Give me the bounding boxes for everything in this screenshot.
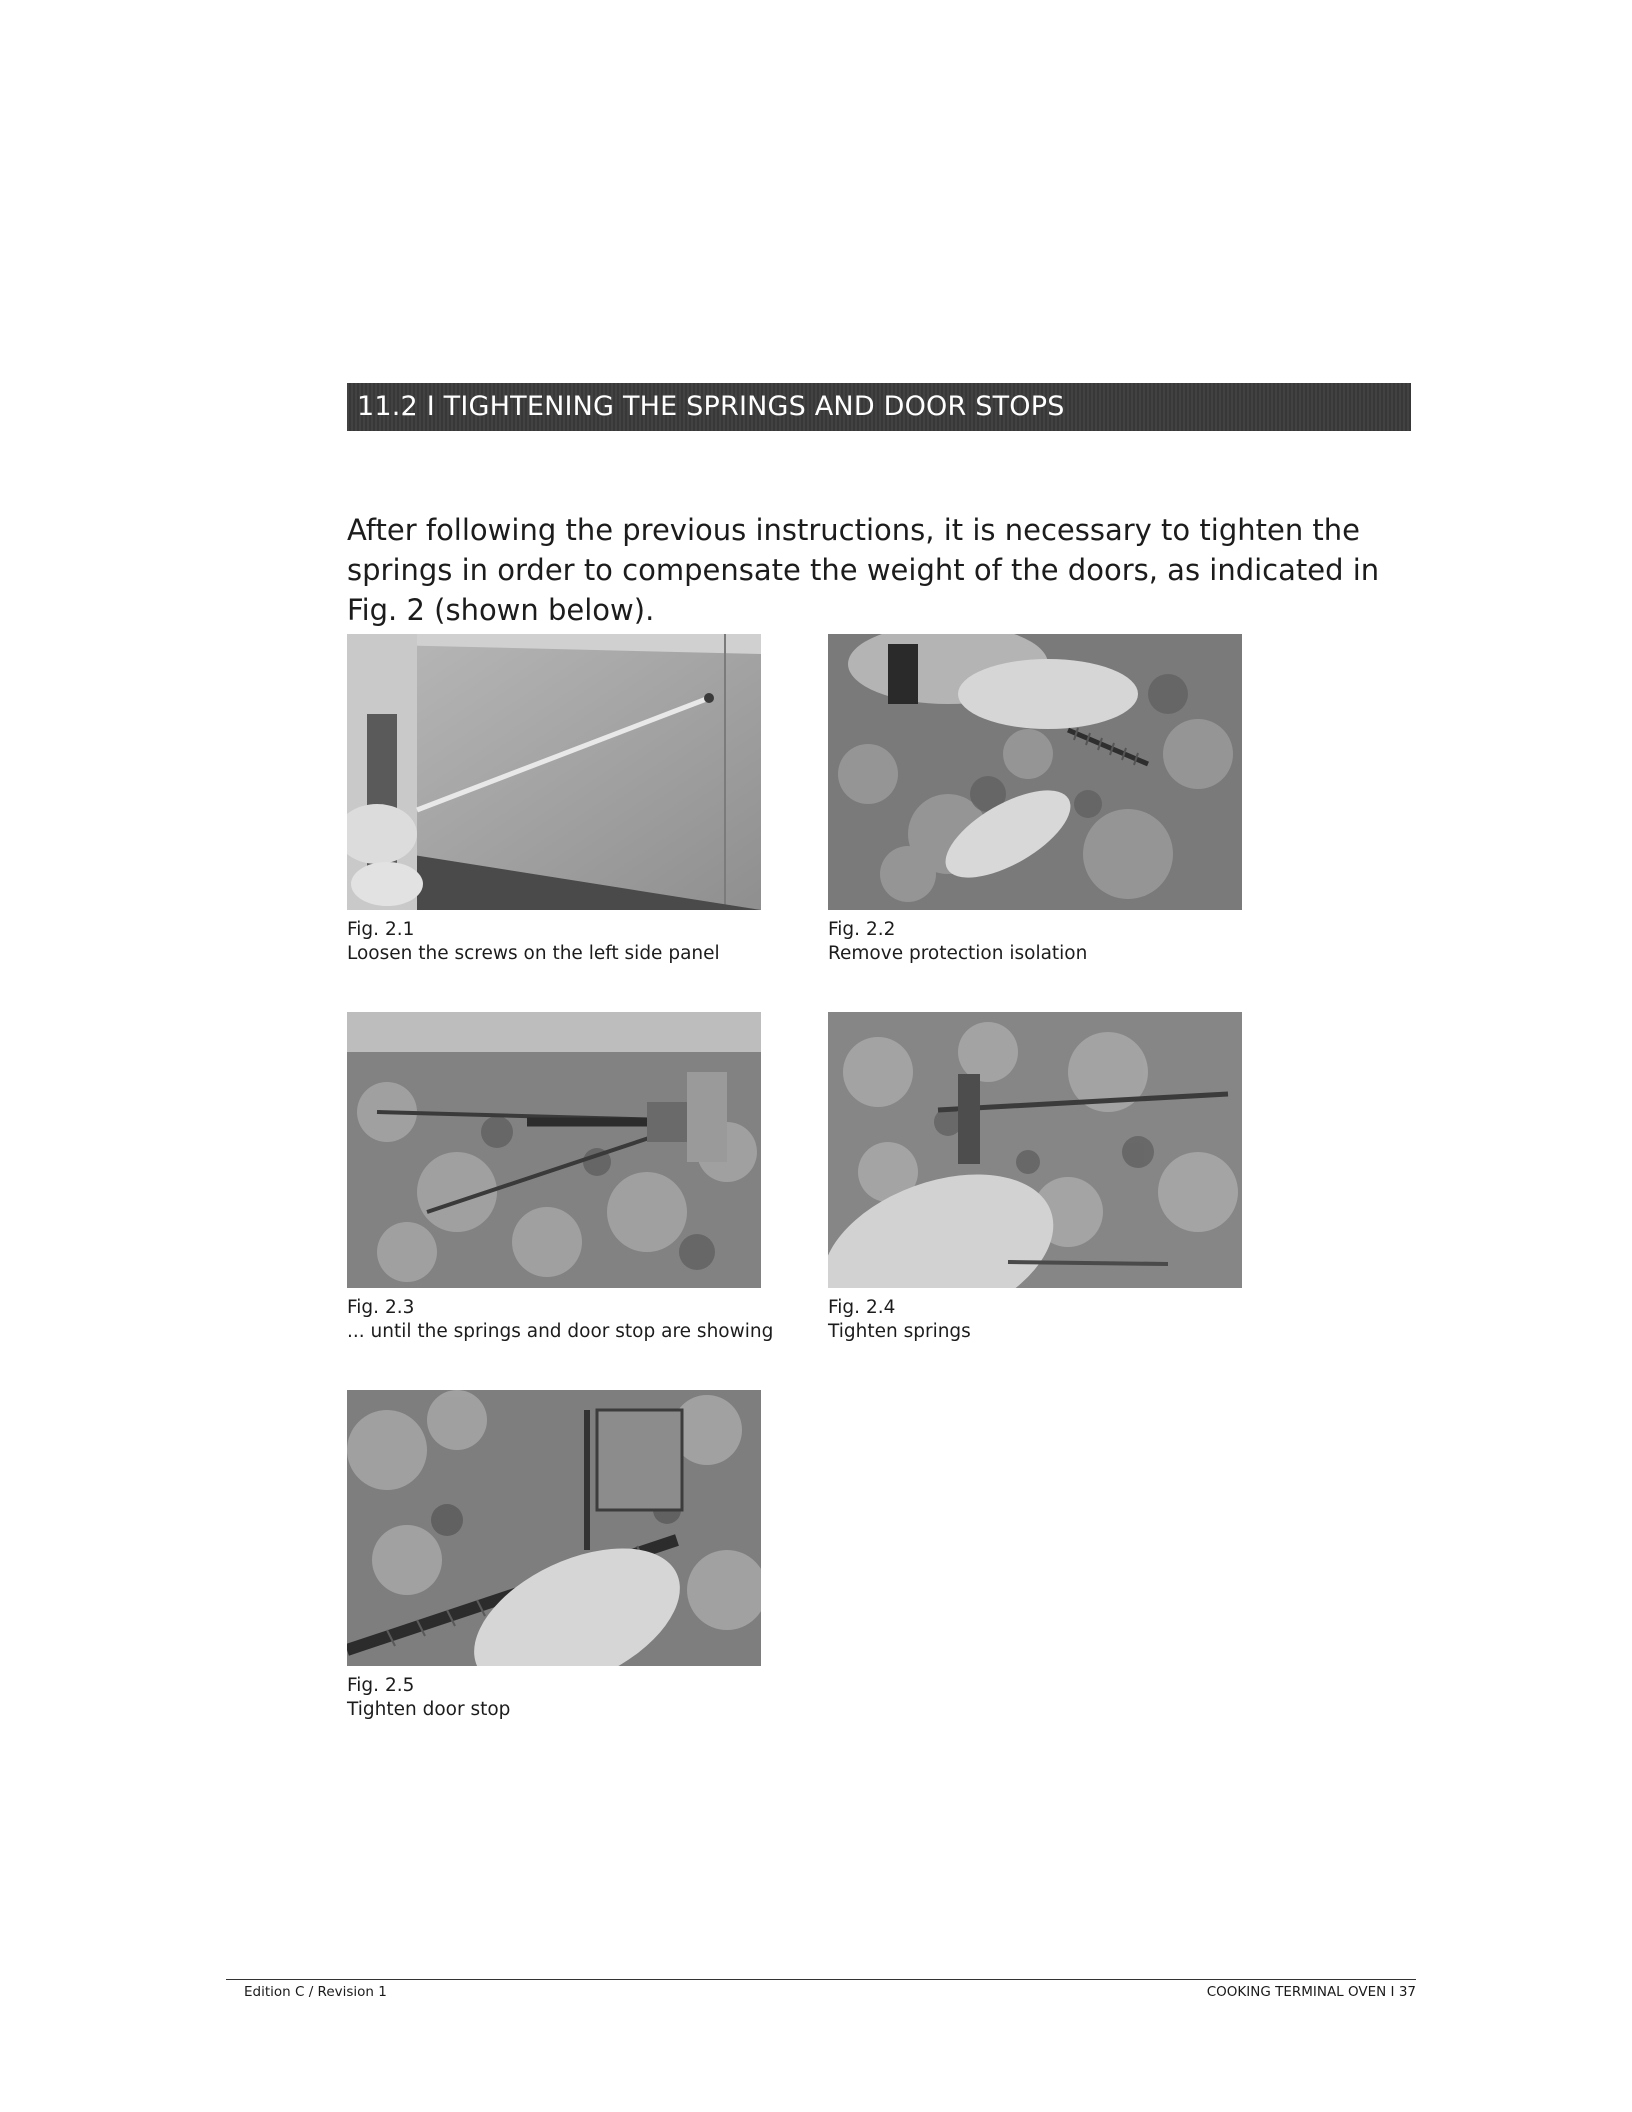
figure-2-5 bbox=[347, 1390, 761, 1722]
photo-loosen-screws bbox=[347, 634, 761, 910]
intro-paragraph: After following the previous instructions, it is necessary to tighten the springs in order to compensate the weight of the doors, as indicated in Fig. 2 (shown below). bbox=[347, 513, 1380, 627]
figure-2-3 bbox=[347, 1012, 774, 1344]
photo-tighten-door-stop bbox=[347, 1390, 761, 1666]
section-title: 11.2 I TIGHTENING THE SPRINGS AND DOOR STOPS bbox=[357, 391, 1065, 422]
figure-2-4 bbox=[828, 1012, 1242, 1344]
figure-2-1 bbox=[347, 634, 761, 966]
figure-caption: Tighten springs bbox=[828, 1321, 971, 1342]
figure-caption: ... until the springs and door stop are showing bbox=[347, 1321, 774, 1342]
figure-number: Fig. 2.1 bbox=[347, 919, 415, 940]
figure-caption: Remove protection isolation bbox=[828, 943, 1088, 964]
footer-edition: Edition C / Revision 1 bbox=[244, 1984, 387, 2000]
photo-springs-showing bbox=[347, 1012, 761, 1288]
figure-number: Fig. 2.4 bbox=[828, 1297, 896, 1318]
figure-2-2 bbox=[828, 634, 1242, 966]
figure-number: Fig. 2.2 bbox=[828, 919, 896, 940]
figure-number: Fig. 2.3 bbox=[347, 1297, 415, 1318]
figure-number: Fig. 2.5 bbox=[347, 1675, 415, 1696]
footer-page-number: COOKING TERMINAL OVEN I 37 bbox=[1206, 1984, 1416, 2000]
figure-caption: Loosen the screws on the left side panel bbox=[347, 943, 720, 964]
footer-divider bbox=[226, 1979, 1416, 1980]
section-header bbox=[347, 383, 1411, 431]
photo-tighten-springs bbox=[828, 1012, 1242, 1288]
photo-remove-isolation bbox=[828, 634, 1242, 910]
figure-caption: Tighten door stop bbox=[347, 1699, 511, 1720]
